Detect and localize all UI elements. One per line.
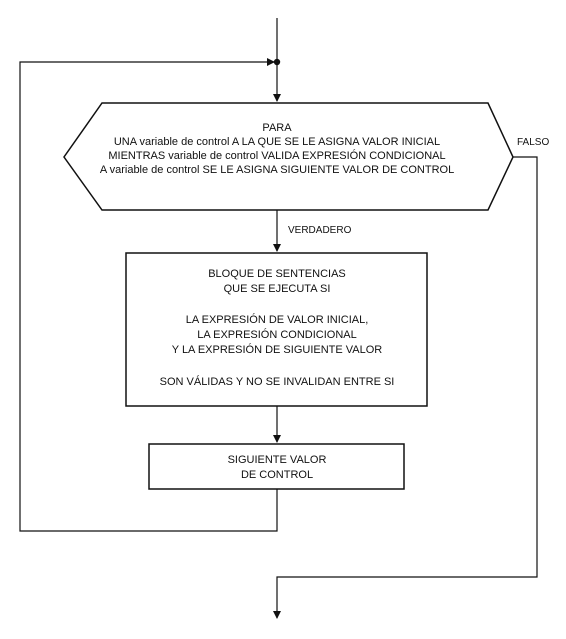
body-line-6: Y LA EXPRESIÓN DE SIGUIENTE VALOR <box>171 344 383 356</box>
body-line-2: QUE SE EJECUTA SI <box>223 283 331 295</box>
next-value-line-2: DE CONTROL <box>240 469 314 481</box>
decision-line-3: MIENTRAS variable de control VALIDA EXPRESIÓN CONDICIONAL <box>108 150 446 162</box>
decision-line-2: UNA variable de control A LA QUE SE LE ASIGNA VALOR INICIAL <box>113 136 441 148</box>
body-line-1: BLOQUE DE SENTENCIAS <box>208 268 346 280</box>
decision-line-1: PARA <box>262 122 292 134</box>
true-label: VERDADERO <box>288 225 352 236</box>
decision-line-4: A variable de control SE LE ASIGNA SIGUIENTE VALOR DE CONTROL <box>99 164 455 176</box>
body-line-4: LA EXPRESIÓN DE VALOR INICIAL, <box>185 314 369 326</box>
false-label: FALSO <box>517 137 550 148</box>
next-value-block <box>149 444 404 489</box>
body-line-8: SON VÁLIDAS Y NO SE INVALIDAN ENTRE SI <box>159 376 395 388</box>
next-value-line-1: SIGUIENTE VALOR <box>227 454 327 466</box>
body-line-5: LA EXPRESIÓN CONDICIONAL <box>197 329 357 341</box>
